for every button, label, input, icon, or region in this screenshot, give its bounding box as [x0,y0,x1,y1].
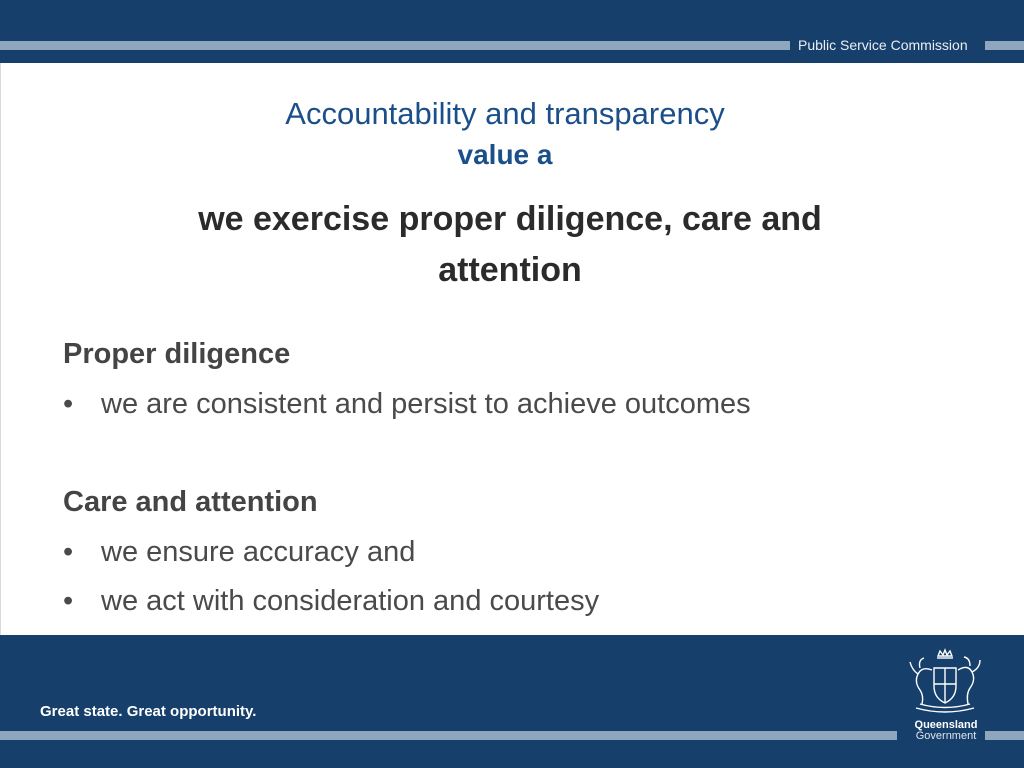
bullet-text: we ensure accuracy and [101,536,416,568]
footer-stripe-right [985,731,1024,740]
bullet-text: we act with consideration and courtesy [101,585,600,617]
section-heading-proper-diligence: Proper diligence [63,338,291,370]
footer-stripe [0,731,897,740]
bullet-glyph: • [63,388,74,420]
footer-tagline: Great state. Great opportunity. [40,703,257,720]
value-statement: we exercise proper diligence, care and attention [198,200,822,289]
bullet-glyph: • [63,536,74,568]
section-heading-care-and-attention: Care and attention [63,486,318,518]
bullet-item [63,386,751,422]
footer-band [0,635,1024,768]
queensland-logo-text: Queensland [914,719,978,731]
slide-title: Accountability and transparency [285,96,725,131]
coat-of-arms-icon [904,648,986,720]
agency-name: Public Service Commission [798,37,968,53]
value-label: value a [457,139,553,170]
bullet-glyph: • [63,585,74,617]
bullet-item [63,583,599,619]
header-stripe-right [985,41,1024,50]
bullet-item [63,534,415,570]
government-logo-text: Government [915,730,977,742]
bullet-text: we are consistent and persist to achieve outcomes [101,388,751,420]
header-stripe [0,41,790,50]
